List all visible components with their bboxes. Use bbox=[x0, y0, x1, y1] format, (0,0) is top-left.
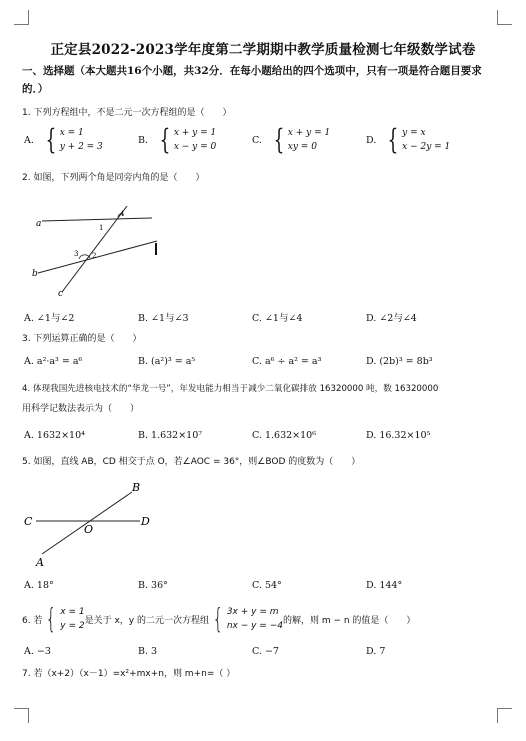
equation: x = 1 bbox=[60, 607, 85, 617]
q3-option-c[interactable]: C. a⁶ ÷ a² = a³ bbox=[252, 356, 322, 367]
equation: x + y = 1 bbox=[173, 128, 217, 138]
equation-system bbox=[384, 123, 451, 156]
q4-option-c[interactable]: C. 1.632×10⁶ bbox=[252, 430, 317, 441]
equation: xy = 0 bbox=[287, 142, 317, 152]
angle-label-3: 3 bbox=[74, 250, 79, 258]
q6-stem bbox=[22, 602, 416, 635]
option-label: A. bbox=[24, 134, 34, 146]
equation: x − y = 0 bbox=[173, 142, 217, 152]
label-a: a bbox=[36, 219, 42, 229]
equation: x + y = 1 bbox=[287, 128, 331, 138]
q2-option-c[interactable]: C. ∠1与∠4 bbox=[252, 313, 303, 324]
q3-stem: 3. 下列运算正确的是（ ） bbox=[22, 334, 142, 344]
point-o-label: O bbox=[84, 523, 94, 536]
q2-stem: 2. 如图，下列两个角是同旁内角的是（ ） bbox=[22, 173, 205, 183]
equation: y + 2 = 3 bbox=[59, 142, 103, 152]
line-a bbox=[42, 218, 152, 221]
equation-system bbox=[270, 123, 331, 156]
q6-option-d[interactable]: D. 7 bbox=[366, 646, 386, 657]
q6-stem-middle: 是关于 x，y 的二元一次方程组 bbox=[84, 615, 209, 626]
q1-option-b[interactable] bbox=[138, 123, 217, 156]
point-a-label: A bbox=[36, 556, 44, 569]
brace-icon: { bbox=[212, 602, 224, 635]
brace-icon: { bbox=[45, 123, 57, 156]
q6-solution-system bbox=[42, 602, 85, 635]
exam-title: 正定县2022-2023学年度第二学期期中教学质量检测七年级数学试卷 bbox=[50, 42, 476, 58]
q6-equation-system bbox=[209, 602, 283, 635]
angle-label-2: 2 bbox=[92, 252, 97, 260]
q4-stem-line2: 用科学记数法表示为（ ） bbox=[22, 404, 140, 414]
crop-mark-bottom-left bbox=[14, 708, 29, 723]
brace-icon: { bbox=[387, 123, 399, 156]
q5-option-d[interactable]: D. 144° bbox=[366, 580, 403, 591]
equation-system bbox=[156, 123, 217, 156]
q4-stem-line1: 4. 体现我国先进核电技术的“华龙一号”，年发电能力相当于减少二氧化碳排放 16320000 吨，数 16320000 bbox=[22, 384, 439, 394]
q2-option-b[interactable]: B. ∠1与∠3 bbox=[138, 313, 189, 324]
line-c bbox=[62, 206, 127, 292]
q6-option-c[interactable]: C. −7 bbox=[252, 646, 279, 657]
angle-label-4: 4 bbox=[120, 210, 125, 218]
equation: y = 2 bbox=[60, 621, 85, 631]
point-c-label: C bbox=[24, 515, 33, 528]
q2-figure bbox=[22, 196, 162, 301]
q5-figure bbox=[22, 478, 162, 570]
q3-option-b[interactable]: B. (a²)³ = a⁵ bbox=[138, 356, 196, 367]
q6-option-b[interactable]: B. 3 bbox=[138, 646, 158, 657]
equation-system bbox=[42, 123, 103, 156]
q2-option-d[interactable]: D. ∠2与∠4 bbox=[366, 313, 417, 324]
q1-option-a[interactable] bbox=[24, 123, 103, 156]
crop-mark-top-right bbox=[497, 10, 512, 25]
equation: x − 2y = 1 bbox=[402, 142, 451, 152]
brace-icon: { bbox=[159, 123, 171, 156]
point-d-label: D bbox=[141, 515, 150, 528]
q5-stem: 5. 如图，直线 AB，CD 相交于点 O，若∠AOC = 36°，则∠BOD 的度数为（ ） bbox=[22, 457, 361, 467]
q6-stem-suffix: 的解，则 m − n 的值是（ ） bbox=[282, 615, 416, 626]
q6-stem-prefix: 6. 若 bbox=[22, 615, 43, 626]
point-b-label: B bbox=[132, 481, 141, 494]
q5-option-a[interactable]: A. 18° bbox=[24, 580, 54, 591]
option-label: B. bbox=[138, 134, 149, 146]
q4-option-a[interactable]: A. 1632×10⁴ bbox=[24, 430, 85, 441]
section-heading: 一、选择题（本大题共16个小题，共32分．在每小题给出的四个选项中，只有一项是符合题目要求的．） bbox=[22, 65, 482, 95]
option-label: D. bbox=[366, 134, 377, 146]
crop-mark-top-left bbox=[14, 10, 29, 25]
equation: nx − y = −4 bbox=[226, 621, 283, 631]
q1-option-d[interactable] bbox=[366, 123, 451, 156]
q2-option-a[interactable]: A. ∠1与∠2 bbox=[24, 313, 75, 324]
brace-icon: { bbox=[46, 602, 57, 635]
q4-option-d[interactable]: D. 16.32×10⁵ bbox=[366, 430, 431, 441]
q7-stem: 7. 若（x+2）（x－1）=x²+mx+n，则 m+n=（ ） bbox=[22, 669, 236, 679]
label-b: b bbox=[32, 269, 38, 279]
equation: 3x + y = m bbox=[226, 607, 279, 617]
q5-option-b[interactable]: B. 36° bbox=[138, 580, 168, 591]
q3-option-d[interactable]: D. (2b)³ = 8b³ bbox=[366, 356, 433, 367]
crop-mark-bottom-right bbox=[497, 708, 512, 723]
q4-option-b[interactable]: B. 1.632×10⁷ bbox=[138, 430, 203, 441]
text-cursor bbox=[155, 243, 157, 255]
q1-stem: 1. 下列方程组中，不是二元一次方程组的是（ ） bbox=[22, 108, 232, 118]
q6-option-a[interactable]: A. −3 bbox=[24, 646, 51, 657]
equation: y = x bbox=[402, 128, 426, 138]
equation: x = 1 bbox=[59, 128, 84, 138]
label-c: c bbox=[58, 289, 64, 299]
angle-label-1: 1 bbox=[99, 224, 104, 232]
q1-option-c[interactable] bbox=[252, 123, 331, 156]
q5-option-c[interactable]: C. 54° bbox=[252, 580, 282, 591]
brace-icon: { bbox=[273, 123, 285, 156]
option-label: C. bbox=[252, 134, 262, 146]
q3-option-a[interactable]: A. a²·a³ = a⁶ bbox=[24, 356, 83, 367]
